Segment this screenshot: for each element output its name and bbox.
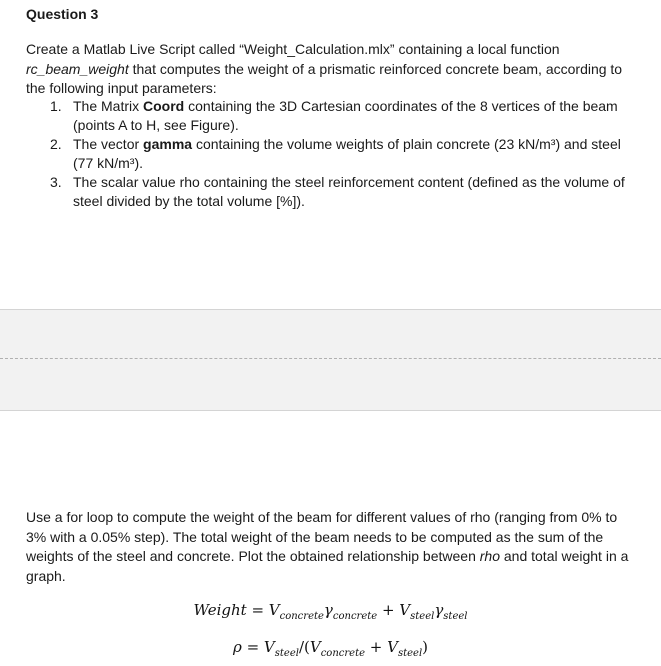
figure-placeholder-band (0, 309, 661, 411)
parameter-list (26, 97, 638, 211)
loop-paragraph: Use a for loop to compute the weight of the beam for different values of rho (ranging from 0% to 3% with a 0.05% step). The total weight of the beam needs to be computed as the sum of the weights of the steel and concrete. Plot the obtained relationship between rho and total weight in a graph. (26, 509, 629, 584)
rho-equation: $\rho = V_{steel}/(V_{concrete} + V_{steel})$ (232, 638, 428, 659)
question-title: Question 3 (26, 6, 99, 22)
intro-paragraph: Create a Matlab Live Script called “Weight_Calculation.mlx” containing a local function rc_beam_weight that computes the weight of a prismatic reinforced concrete beam, according to the following input parameters: (26, 41, 623, 96)
function-name: rc_beam_weight (26, 60, 129, 77)
list-item: 3. The scalar value rho containing the steel reinforcement content (defined as the volume of steel divided by the total volume [%]). (50, 174, 625, 209)
dashed-separator (0, 358, 661, 359)
list-item: 1. The Matrix Coord containing the 3D Cartesian coordinates of the 8 vertices of the beam (points A to H, see Figure). (50, 98, 618, 133)
list-item: 2. The vector gamma containing the volume weights of plain concrete (23 kN/m³) and steel (77 kN/m³). (50, 136, 621, 171)
weight-equation: Weight = $V_{concrete}\gamma_{concrete} + V_{steel}\gamma_{steel}$ (193, 601, 468, 622)
